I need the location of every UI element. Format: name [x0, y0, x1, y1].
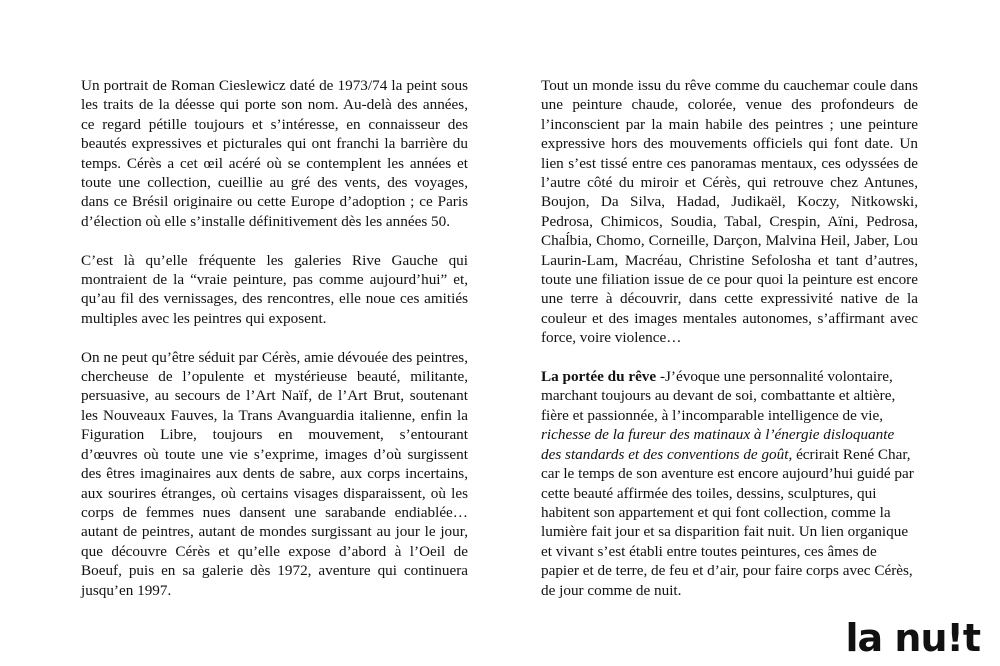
text-run: -J’évoque une personnalité volontaire, marchant toujours au devant de soi, combattante et altière, fière et passionnée, à l’incomparable intelligence de vie,: [541, 368, 896, 424]
section-heading: La portée du rêve: [541, 368, 657, 386]
left-column: [81, 76, 468, 619]
paragraph-dream-world: Tout un monde issu du rêve comme du cauchemar coule dans une peinture chaude, colorée, venue des profondeurs de l’inconscient par la main habile des peintres ; une peinture expressive hors des mouvements officiels qui font date. Un lien s’est tissé entre ces panoramas mentaux, ces odyssées de l’autre côté du miroir et Cérès, qui retrouve chez Antunes, Boujon, Da Silva, Hadad, Judikaël, Koczy, Nitkowski, Pedrosa, Chimicos, Soudia, Tabal, Crespin, Aïni, Pedrosa, Chaĺbia, Chomo, Corneille, Darçon, Malvina Heil, Jaber, Lou Laurin-Lam, Macréau, Christine Sefolosha et tant d’autres, toute une filiation issue de ce pour quoi la peinture est encore une terre à découvrir, dans cette expressivité native de la couleur et des images mentales autonomes, s’affirmant avec force, voire violence…: [541, 77, 918, 347]
paragraph-portrait: Un portrait de Roman Cieslewicz daté de 1973/74 la peint sous les traits de la déesse qui porte son nom. Au-delà des années, ce regard pétille toujours et s’intéresse, en connaisseur des beautés expressives et picturales qui ont franchi la barrière du temps. Cérès a cet œil acéré où se contemplent les années et toute une collection, cueillie au gré des vents, des voyages, dans ce Brésil originaire ou cette Europe d’adoption ; ce Paris d’élection où elle s’installe définitivement dès les années 50.: [81, 77, 468, 230]
paragraph-seduction: On ne peut qu’être séduit par Cérès, amie dévouée des peintres, chercheuse de l’opulente et mystérieuse beauté, militante, persuasive, au secours de l’Art Naïf, de l’Art Brut, soutenant les Nouveaux Fauves, la Trans Avanguardia italienne, enfin la Figuration Libre, toujours en mouvement, s’entourant d’œuvres où toute une vie s’exprime, images d’où surgissent des êtres imaginaires aux dents de sabre, aux corps incertains, aux sourires étranges, où certains visages disparaissent, où les corps de femmes nues dansent une sarabande endiablée… autant de peintres, autant de mondes surgissant au jour le jour, que découvre Cérès et qu’elle expose d’abord à l’Oeil de Boeuf, puis en sa galerie dès 1972, aventure qui continuera jusqu’en 1997.: [81, 348, 468, 599]
paragraph-rive-gauche: C’est là qu’elle fréquente les galeries Rive Gauche qui montraient de la “vraie peinture, pas comme aujourd’hui” et, qu’au fil des vernissages, des rencontres, elle noue ces amitiés multiples avec les peintres qui exposent.: [81, 251, 468, 327]
text-run: écrirait René Char, car le temps de son aventure est encore aujourd’hui guidé par cette beauté affirmée des toiles, dessins, sculptures, qui habitent son appartement et qui font collection, comme la lumière fait jour et sa disparition fait nuit. Un lien organique et vivant s’est établi entre toutes peintures, ces âmes de papier et de terre, de feu et d’air, pour faire corps avec Cérès, de jour comme de nuit.: [541, 445, 914, 599]
right-column: [541, 76, 918, 619]
la-nuit-logo: la nu!t: [845, 616, 980, 660]
paragraph-portee-du-reve: [541, 367, 918, 600]
char-quote: richesse de la fureur des matinaux à l’énergie disloquante des standards et des conventions de goût,: [541, 426, 895, 463]
